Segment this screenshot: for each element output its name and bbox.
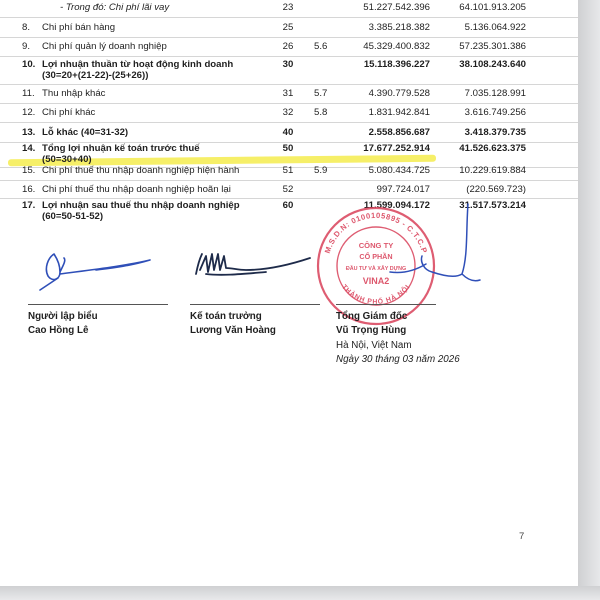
row-code: 23 — [282, 2, 294, 13]
row-label: Chi phí quản lý doanh nghiệp — [42, 41, 167, 52]
row-label: Thu nhập khác — [42, 88, 106, 99]
row-number: 13. — [22, 127, 36, 138]
row-label: Chi phí bán hàng — [42, 22, 116, 33]
row-number: 12. — [22, 107, 36, 118]
row-previous: 7.035.128.991 — [464, 88, 526, 99]
row-code: 52 — [282, 184, 294, 195]
row-number: 15. — [22, 165, 36, 176]
stamp-line-1: CÔNG TY — [358, 241, 394, 250]
row-divider — [0, 37, 578, 38]
row-label: Lỗ khác (40=31-32) — [42, 127, 129, 138]
page-edge-shadow — [578, 0, 600, 600]
preparer-signature — [30, 236, 180, 296]
row-previous: 3.418.379.735 — [464, 127, 526, 138]
row-current: 5.080.434.725 — [368, 165, 430, 176]
row-current: 45.329.400.832 — [363, 41, 430, 52]
row-previous: 41.526.623.375 — [459, 143, 526, 154]
stamp-bottom-text: THÀNH PHỐ HÀ NỘI — [340, 283, 412, 306]
row-divider — [0, 17, 578, 18]
director-title: Tổng Giám đốc — [336, 311, 408, 322]
row-code: 26 — [282, 41, 294, 52]
row-number: 8. — [22, 22, 31, 33]
row-number: 11. — [22, 88, 35, 99]
row-note: 5.7 — [314, 88, 328, 99]
director-signature-line — [336, 304, 436, 305]
chief-accountant-name: Lương Văn Hoàng — [190, 325, 276, 336]
row-note: 5.9 — [314, 165, 328, 176]
row-number: 9. — [22, 41, 31, 52]
row-divider — [0, 103, 578, 104]
row-previous: 64.101.913.205 — [459, 2, 526, 13]
row-number: 14. — [22, 143, 36, 154]
row-divider — [0, 84, 578, 85]
row-current: 51.227.542.396 — [363, 2, 430, 13]
row-number: 10. — [22, 59, 36, 70]
row-label: Lợi nhuận sau thuế thu nhập doanh nghiệp — [42, 200, 240, 211]
row-label: Lợi nhuận thuần từ hoạt động kinh doanh — [42, 59, 234, 70]
row-label: Tổng lợi nhuận kế toán trước thuế — [42, 143, 200, 154]
row-label: Chi phí khác — [42, 107, 96, 118]
row-previous: 10.229.619.884 — [459, 165, 526, 176]
row-note: 5.8 — [314, 107, 328, 118]
preparer-name: Cao Hồng Lê — [28, 325, 89, 336]
row-current: 17.677.252.914 — [363, 143, 430, 154]
preparer-title: Người lập biểu — [28, 311, 98, 322]
row-code: 40 — [282, 127, 294, 138]
preparer-signature-line — [28, 304, 168, 305]
row-previous: (220.569.723) — [466, 184, 526, 195]
row-current: 15.118.396.227 — [363, 59, 430, 70]
stamp-line-3: ĐẦU TƯ VÀ XÂY DỰNG — [345, 266, 407, 272]
stamp-outer-text: M.S.D.N: 0100105895 - C.T.C.P — [322, 210, 430, 255]
row-divider — [0, 180, 578, 181]
row-code: 50 — [282, 143, 294, 154]
director-name: Vũ Trọng Hùng — [336, 325, 407, 336]
stamp-line-2: CỔ PHẦN — [359, 252, 393, 261]
page-number: 7 — [519, 531, 525, 542]
page-edge-shadow — [0, 586, 600, 600]
row-previous: 57.235.301.386 — [459, 41, 526, 52]
chief-accountant-signature-line — [190, 304, 320, 305]
row-previous: 38.108.243.640 — [459, 59, 526, 70]
row-formula: (60=50-51-52) — [42, 211, 104, 222]
row-number: 16. — [22, 184, 36, 195]
row-code: 32 — [282, 107, 294, 118]
row-current: 2.558.856.687 — [368, 127, 430, 138]
signing-date: Ngày 30 tháng 03 năm 2026 — [336, 354, 460, 365]
row-current: 4.390.779.528 — [368, 88, 430, 99]
row-divider — [0, 122, 578, 123]
row-current: 11.599.094.172 — [363, 200, 430, 211]
row-formula: (30=20+(21-22)-(25+26)) — [42, 70, 149, 81]
row-current: 3.385.218.382 — [368, 22, 430, 33]
chief-accountant-title: Kế toán trưởng — [190, 311, 262, 322]
row-code: 51 — [282, 165, 294, 176]
row-divider — [0, 198, 578, 199]
stamp-line-4: VINA2 — [362, 276, 390, 286]
row-previous: 31.517.573.214 — [459, 200, 526, 211]
row-current: 1.831.942.841 — [368, 107, 430, 118]
row-code: 25 — [282, 22, 294, 33]
director-signature — [350, 200, 490, 296]
chief-accountant-signature — [186, 244, 316, 288]
row-current: 997.724.017 — [376, 184, 430, 195]
row-number: 17. — [22, 200, 36, 211]
row-code: 30 — [282, 59, 294, 70]
row-label: - Trong đó: Chi phí lãi vay — [60, 2, 170, 13]
row-previous: 3.616.749.256 — [464, 107, 526, 118]
row-label: Chi phí thuế thu nhập doanh nghiệp hoãn lại — [42, 184, 231, 195]
row-formula: (50=30+40) — [42, 154, 92, 165]
row-code: 60 — [282, 200, 294, 211]
row-divider — [0, 56, 578, 57]
row-note: 5.6 — [314, 41, 328, 52]
row-label: Chi phí thuế thu nhập doanh nghiệp hiện hành — [42, 165, 240, 176]
signing-place: Hà Nội, Việt Nam — [336, 340, 412, 351]
row-code: 31 — [282, 88, 294, 99]
row-previous: 5.136.064.922 — [464, 22, 526, 33]
